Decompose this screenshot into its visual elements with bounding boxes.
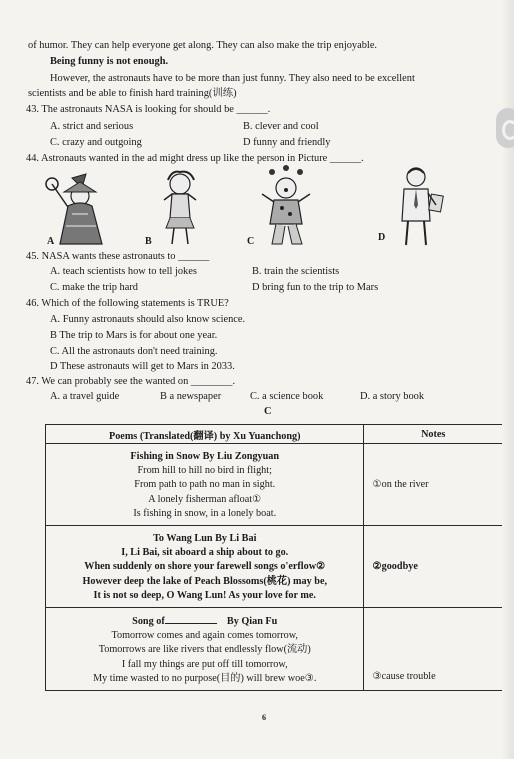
q43-option-a: A. strict and serious	[50, 121, 134, 132]
q47-option-d: D. a story book	[360, 391, 425, 402]
poem-to-wang-lun	[46, 526, 364, 608]
picture-c-clown	[252, 164, 322, 248]
table-row	[46, 444, 503, 526]
poem-title: To Wang Lun By Li Bai	[153, 533, 257, 545]
poems-table	[45, 424, 503, 691]
q46-option-b: B The trip to Mars is for about one year.	[50, 330, 218, 341]
q43-option-b: B. clever and cool	[243, 121, 319, 132]
header-notes: Notes	[364, 425, 503, 444]
q45-option-a: A. teach scientists how to tell jokes	[50, 266, 197, 277]
passage-line-1: of humor. They can help everyone get along. They can also make the trip enjoyable.	[28, 40, 378, 51]
poem-line: It is not so deep, O Wang Lun! As your love for me.	[93, 589, 316, 601]
q46-option-d: D These astronauts will get to Mars in 2033.	[50, 361, 235, 372]
picture-label-c: C	[247, 236, 255, 247]
page-number: 6	[262, 713, 266, 722]
table-row	[46, 608, 503, 691]
poem-line: However deep the lake of Peach Blossoms(桃花) may be,	[82, 575, 328, 587]
passage-line-2: Being funny is not enough.	[50, 56, 169, 67]
q47-option-b: B a newspaper	[160, 391, 222, 402]
note-cell: ②goodbye	[364, 526, 503, 608]
picture-b-girl	[150, 170, 210, 248]
q47-option-a: A. a travel guide	[50, 391, 120, 402]
question-47: 47. We can probably see the wanted on ________.	[26, 376, 236, 387]
picture-label-a: A	[47, 236, 55, 247]
poem-line: Tomorrows are like rivers that endlessly flow(流动)	[98, 644, 311, 656]
q45-option-c: C. make the trip hard	[50, 282, 139, 293]
passage-line-4: scientists and be able to finish hard training(训练)	[28, 88, 237, 99]
note-cell: ③cause trouble	[364, 608, 503, 691]
section-c-label: C	[264, 406, 272, 417]
title-blank	[165, 614, 217, 624]
header-poems: Poems (Translated(翻译) by Xu Yuanchong)	[46, 425, 364, 444]
table-header-row	[46, 425, 503, 444]
poem-line: A lonely fisherman afloat①	[148, 493, 262, 505]
poem-title-author: By Qian Fu	[226, 616, 278, 628]
q46-option-a: A. Funny astronauts should also know science.	[50, 314, 246, 325]
q45-option-d: D bring fun to the trip to Mars	[252, 282, 379, 293]
poem-line: From path to path no man in sight.	[134, 479, 276, 491]
poem-line: Is fishing in snow, in a lonely boat.	[133, 507, 277, 519]
poem-line: When suddenly on shore your farewell songs o'erflow②	[84, 561, 326, 573]
q45-option-b: B. train the scientists	[252, 266, 340, 277]
q46-option-c: C. All the astronauts don't need training.	[50, 346, 218, 357]
note-cell: ①on the river	[364, 444, 503, 526]
question-44: 44. Astronauts wanted in the ad might dress up like the person in Picture ______.	[26, 153, 364, 164]
table-row	[46, 526, 503, 608]
question-43: 43. The astronauts NASA is looking for should be ______.	[26, 104, 271, 115]
poem-title	[48, 614, 361, 629]
q47-option-c: C. a science book	[250, 391, 324, 402]
picture-label-b: B	[145, 236, 152, 247]
side-tab-button[interactable]	[496, 108, 514, 148]
q43-option-c: C. crazy and outgoing	[50, 137, 142, 148]
poem-title: Fishing in Snow By Liu Zongyuan	[130, 451, 280, 462]
poem-line: From hill to hill no bird in flight;	[137, 465, 272, 477]
poem-title-prefix: Song of	[132, 616, 165, 628]
poem-line: Tomorrow comes and again comes tomorrow,	[111, 630, 298, 642]
q43-option-d: D funny and friendly	[243, 137, 331, 148]
poem-fishing-in-snow	[46, 444, 364, 526]
passage-line-3: However, the astronauts have to be more than just funny. They also need to be excellent	[50, 73, 415, 84]
poem-line: My time wasted to no purpose(目的) will brew woe③.	[93, 672, 317, 684]
picture-d-businessman	[386, 165, 456, 247]
picture-label-d: D	[378, 232, 386, 243]
poem-song-of	[46, 608, 364, 691]
poem-line: I fall my things are put off till tomorrow,	[121, 658, 288, 670]
question-46: 46. Which of the following statements is TRUE?	[26, 298, 229, 309]
poem-line: I, Li Bai, sit aboard a ship about to go.	[121, 547, 289, 559]
question-45: 45. NASA wants these astronauts to ______	[26, 251, 210, 262]
